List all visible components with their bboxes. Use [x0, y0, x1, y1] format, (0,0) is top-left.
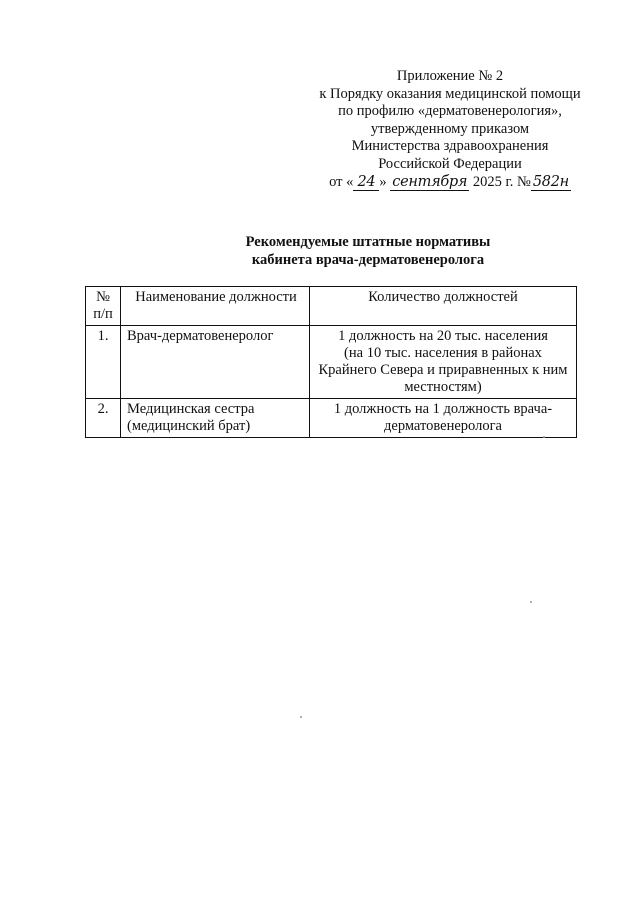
title-line-2: кабинета врача-дерматовенеролога — [251, 251, 485, 268]
appendix-title: Приложение № 2 — [396, 68, 504, 84]
handwritten-month: сентября — [392, 173, 468, 190]
table-row — [86, 399, 577, 438]
date-prefix: от « — [329, 173, 354, 190]
row-position-count: 1 должность на 20 тыс. населения (на 10 тыс. населения в районах Крайнего Севера и приравненных к ним местностям) — [310, 326, 577, 399]
appendix-line: Министерства здравоохранения — [351, 138, 549, 155]
title-line-1: Рекомендуемые штатные нормативы — [245, 234, 491, 250]
order-date-line — [300, 174, 600, 192]
year-text: 2025 г. № — [472, 173, 531, 190]
header-number: № п/п — [86, 287, 121, 326]
appendix-line: утвержденному приказом — [370, 120, 530, 137]
scan-speck — [530, 601, 532, 603]
header-position-name: Наименование должности — [121, 287, 310, 326]
table-header-row — [86, 287, 577, 326]
appendix-line: по профилю «дерматовенерология», — [338, 103, 562, 120]
handwritten-order-number: 582н — [532, 173, 569, 190]
date-quote-close: » — [379, 173, 387, 190]
table-row — [86, 326, 577, 399]
row-position-name: Врач-дерматовенеролог — [121, 326, 310, 399]
appendix-line: Российской Федерации — [378, 155, 522, 172]
handwritten-day: 24 — [353, 175, 379, 191]
row-position-count: 1 должность на 1 должность врача- дерматовенеролога — [310, 399, 577, 438]
row-position-name: Медицинская сестра (медицинский брат) — [121, 399, 310, 438]
document-title — [120, 234, 616, 269]
appendix-header — [300, 68, 600, 191]
header-position-count: Количество должностей — [310, 287, 577, 326]
row-number: 1. — [86, 326, 121, 399]
row-number: 2. — [86, 399, 121, 438]
staffing-norms-table — [85, 286, 577, 438]
appendix-line: к Порядку оказания медицинской помощи — [319, 85, 581, 102]
scan-speck — [543, 436, 545, 438]
scan-speck — [300, 716, 302, 718]
